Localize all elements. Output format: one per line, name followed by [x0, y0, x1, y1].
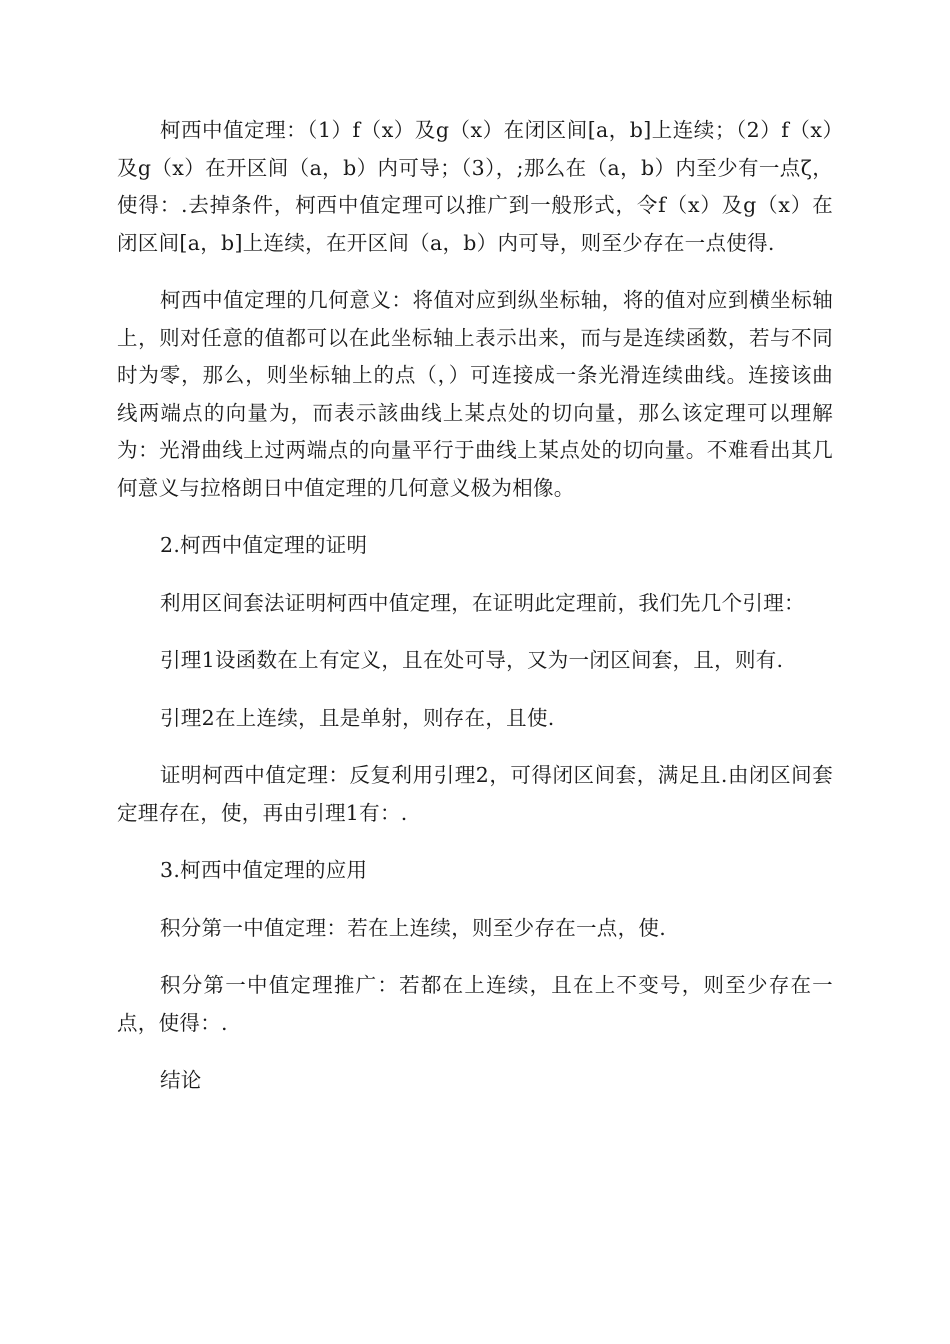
paragraph-integral-mean-value: 积分第一中值定理：若在上连续，则至少存在一点，使. [160, 915, 667, 940]
paragraph-proof: 证明柯西中值定理：反复利用引理2，可得闭区间套，满足且.由闭区间套定理存在，使，再由引理1有：. [117, 763, 833, 825]
paragraph-lemma-2: 引理2在上连续，且是单射，则存在，且使. [160, 705, 555, 730]
paragraph-lemma-1: 引理1设函数在上有定义，且在处可导，又为一闭区间套，且，则有. [160, 648, 784, 672]
paragraph-geometric-meaning: 柯西中值定理的几何意义：将值对应到纵坐标轴，将的值对应到横坐标轴上，则对任意的值都可以在此坐标轴上表示出来，而与是连续函数，若与不同时为零，那么，则坐标轴上的点（，）可连接成一条光滑连续曲线。连接该曲线两端点的向量为，而表示該曲线上某点处的切向量，那么该定理可以理解为：光滑曲线上过两端点的向量平行于曲线上某点处的切向量。不难看出其几何意义与拉格朗日中值定理的几何意义极为相像。 [117, 288, 833, 500]
paragraph-integral-mean-value-generalized: 积分第一中值定理推广：若都在上连续，且在上不变号，则至少存在一点，使得：. [117, 973, 833, 1035]
section-heading-conclusion: 结论 [160, 1068, 202, 1092]
paragraph-proof-intro: 利用区间套法证明柯西中值定理，在证明此定理前，我们先几个引理： [160, 590, 805, 615]
paragraph-cauchy-theorem-statement: 柯西中值定理：（1）f（x）及g（x）在闭区间[a，b]上连续；（2）f（x）及g（x）在开区间（a，b）内可导；（3），;那么在（a，b）内至少有一点ζ，使得：.去掉条件，柯西中值定理可以推广到一般形式，令f（x）及g（x）在闭区间[a，b]上连续，在开区间（a，b）内可导，则至少存在一点使得. [117, 118, 833, 255]
section-heading-proof: 2.柯西中值定理的证明 [160, 533, 368, 557]
document-body [117, 112, 833, 1120]
section-heading-applications: 3.柯西中值定理的应用 [160, 858, 368, 882]
